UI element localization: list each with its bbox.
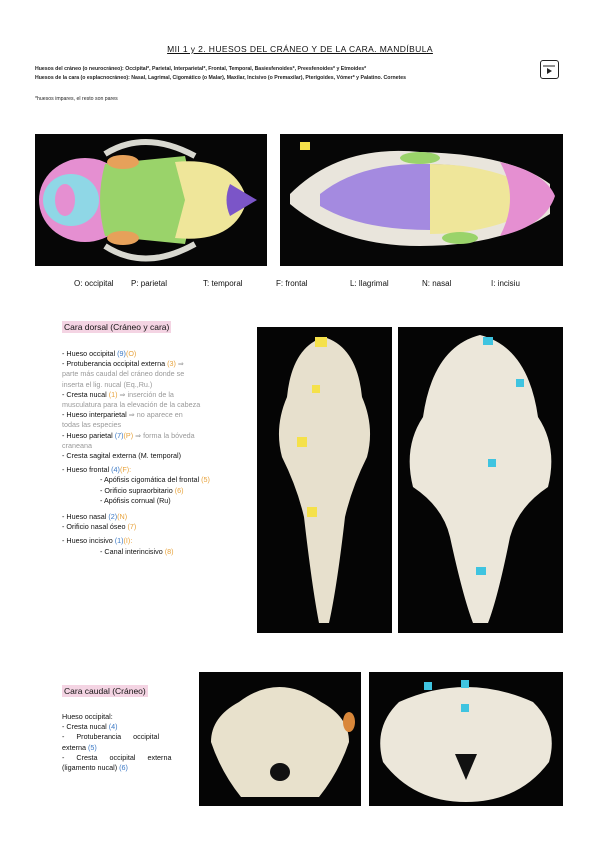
cresta-nucal-note-1: ⇒ inserción de la	[117, 389, 174, 399]
skull-caudal-photo-horse	[199, 672, 361, 806]
dorsal-list	[62, 349, 210, 557]
orificio-nasal-num: (7)	[127, 522, 137, 532]
skull-dorsal-photo-dog	[398, 327, 563, 633]
intro-facial-bones: Huesos de la cara (o esplacnocráneo): Nasal, Lagrimal, Cigomático (o Malar), Maxilar, Incisivo (o Premaxilar), Pterigoides, Vómer* y Palatino. Cornetes	[35, 75, 407, 81]
legend-occipital: O: occipital	[74, 279, 114, 288]
protuberancia-label: - Protuberancia occipital externa	[62, 359, 168, 369]
page-title: MII 1 y 2. HUESOS DEL CRÁNEO Y DE LA CARA. MANDÍBULA	[167, 44, 433, 54]
skull-dorsal-photo-horse	[257, 327, 392, 633]
frontal-key: (F):	[119, 465, 132, 475]
dorsal-section-title: Cara dorsal (Cráneo y cara)	[64, 322, 170, 332]
interparietal-note-2: todas las especies	[62, 420, 122, 430]
legend-lacrimal: L: llagrimal	[350, 279, 389, 288]
skull-dorsal-colored-image	[35, 134, 267, 266]
cresta-nucal-label: - Cresta nucal	[62, 389, 109, 399]
legend-parietal: P: parietal	[131, 279, 168, 288]
parietal-note-1: ⇒ forma la bóveda	[133, 430, 195, 440]
parietal-note-2: craneana	[62, 440, 92, 450]
canal-interincisivo-num: (8)	[164, 546, 174, 556]
caudal-cresta-nucal-num: (4)	[108, 722, 118, 732]
interparietal-label: - Hueso interparietal	[62, 410, 129, 420]
cresta-nucal-num: (1)	[108, 389, 118, 399]
parietal-key: (P)	[123, 430, 134, 440]
caudal-cresta-externa-label: - Cresta occipital externa	[62, 752, 172, 762]
legend-frontal: F: frontal	[276, 279, 308, 288]
intro-cranial-bones: Huesos del cráneo (o neurocráneo): Occipital*, Parietal, Interparietal*, Frontal, Temporal, Basiesfenoides*, Preesfenoides* y Etmoides*	[35, 66, 367, 72]
occipital-label: - Hueso occipital	[62, 349, 118, 358]
nasal-key: (N)	[117, 512, 128, 522]
protuberancia-arrow: ⇒	[177, 359, 184, 369]
skull-lateral-colored-image	[280, 134, 563, 266]
footnote: *huesos impares, el resto son pares	[35, 96, 118, 102]
nasal-label: - Hueso nasal	[62, 512, 109, 522]
occipital-num: (9)	[117, 349, 126, 358]
frontal-label: - Hueso frontal	[62, 465, 112, 475]
caudal-section-title: Cara caudal (Cráneo)	[64, 686, 146, 696]
orificio-nasal-label: - Orificio nasal óseo	[62, 522, 128, 532]
cresta-sagital-label: - Cresta sagital externa (M. temporal)	[62, 451, 182, 461]
caudal-protuberancia-label-2: externa	[62, 742, 88, 752]
nasal-num: (2)	[108, 512, 118, 522]
caudal-occipital-heading: Hueso occipital:	[62, 712, 113, 721]
interparietal-note-1: ⇒ no aparece en	[128, 410, 183, 420]
orificio-supraorbitario-num: (6)	[174, 485, 184, 495]
incisivo-key: (I):	[123, 536, 133, 546]
protuberancia-num: (3)	[167, 359, 176, 369]
apofisis-cigomatica-num: (5)	[201, 475, 210, 485]
legend-nasal: N: nasal	[422, 279, 452, 288]
orificio-supraorbitario-label: - Orificio supraorbitario	[100, 485, 175, 495]
protuberancia-note-1: parte más caudal del cráneo donde se	[62, 369, 185, 379]
legend-incisive: I: incisiu	[491, 279, 520, 288]
caudal-protuberancia-label: - Protuberancia occipital	[62, 732, 160, 742]
caudal-cresta-nucal-label: - Cresta nucal	[62, 722, 109, 732]
skull-caudal-photo-dog	[369, 672, 563, 806]
cresta-nucal-note-2: musculatura para la elevación de la cabeza	[62, 400, 201, 410]
apofisis-cigomatica-label: - Apófisis cigomática del frontal	[100, 475, 202, 485]
incisivo-label: - Hueso incisivo	[62, 536, 115, 546]
legend-temporal: T: temporal	[203, 279, 243, 288]
parietal-num: (7)	[114, 430, 124, 440]
protuberancia-note-2: inserta el lig. nucal (Eq.,Ru.)	[62, 379, 153, 389]
caudal-list	[62, 712, 171, 773]
caudal-cresta-externa-label-2: (ligamento nucal)	[62, 763, 120, 773]
canal-interincisivo-label: - Canal interincisivo	[100, 546, 165, 556]
incisivo-num: (1)	[114, 536, 124, 546]
caudal-protuberancia-num: (5)	[87, 742, 97, 752]
caudal-cresta-externa-num: (6)	[119, 763, 128, 773]
play-icon[interactable]	[540, 60, 559, 79]
apofisis-cornual-label: - Apófisis cornual (Ru)	[100, 495, 171, 505]
parietal-label: - Hueso parietal	[62, 430, 115, 440]
occipital-key: (O)	[125, 349, 137, 358]
frontal-num: (4)	[111, 465, 120, 475]
